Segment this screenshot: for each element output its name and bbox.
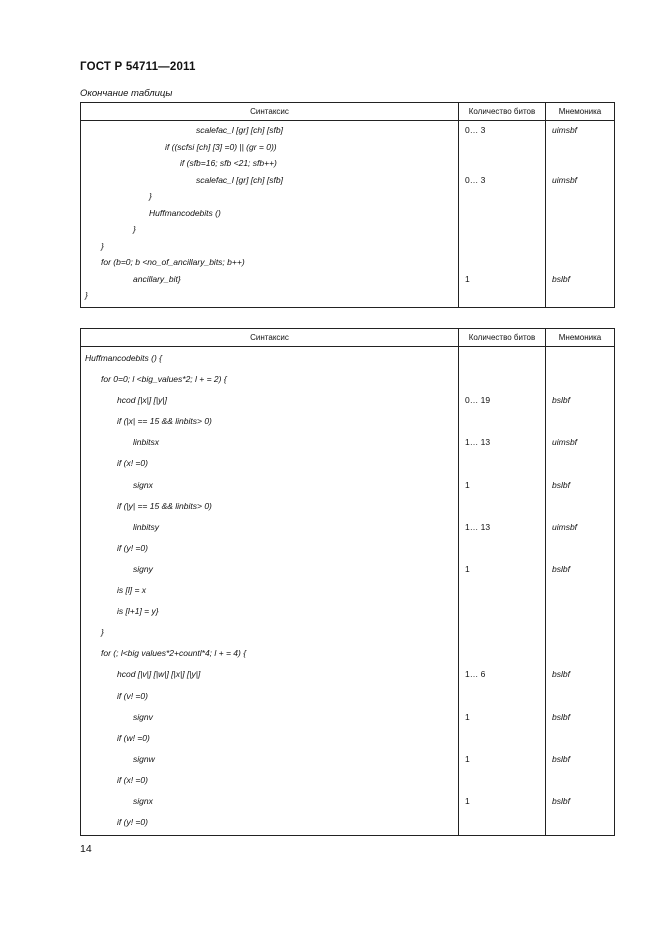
- bit-count: [459, 728, 545, 749]
- standard-title: ГОСТ Р 54711—2011: [80, 61, 196, 73]
- bit-count: [459, 188, 545, 205]
- mnemonic: [546, 622, 614, 643]
- bit-count: [459, 580, 545, 601]
- bit-count: 1: [465, 479, 470, 490]
- column-header-mnemonic: Мнемоника: [546, 103, 615, 121]
- syntax-line: linbitsy: [133, 521, 159, 532]
- bit-count: [459, 686, 545, 707]
- syntax-line: if ((scfsi [ch] [3] =0) || (gr = 0)): [165, 141, 277, 152]
- syntax-line: hcod [|x|] [|y|]: [117, 395, 167, 406]
- bit-count: 1: [465, 711, 470, 722]
- syntax-line: signx: [133, 479, 153, 490]
- bit-count: [459, 369, 545, 390]
- syntax-line: }: [85, 290, 88, 300]
- mnemonic: [546, 686, 614, 707]
- bit-count: [459, 453, 545, 474]
- bit-count: [459, 496, 545, 517]
- syntax-line: if (x! =0): [117, 458, 148, 469]
- mnemonic: [546, 580, 614, 601]
- huffmancodebits-syntax-table: [80, 328, 615, 836]
- bit-count: 1… 13: [465, 521, 491, 532]
- mnemonic: uimsbf: [552, 521, 578, 532]
- syntax-line: if (y! =0): [117, 542, 148, 553]
- mnemonic: [546, 601, 614, 622]
- bit-count: [459, 238, 545, 255]
- mnemonic: [546, 238, 614, 255]
- mnemonic: [546, 348, 614, 369]
- bit-count: [459, 538, 545, 559]
- syntax-line: hcod [|v|] [|w|] [|x|] [|y|]: [117, 669, 201, 680]
- syntax-line: signx: [133, 795, 153, 806]
- syntax-line: if (y! =0): [117, 817, 148, 828]
- bit-count: 0… 3: [465, 174, 486, 185]
- bit-count: 0… 19: [465, 395, 491, 406]
- mnemonic: bslbf: [552, 711, 570, 722]
- syntax-line: if (sfb=16; sfb <21; sfb++): [180, 158, 277, 168]
- mnemonic: bslbf: [552, 479, 570, 490]
- mnemonic: bslbf: [552, 563, 570, 574]
- mnemonic: [546, 139, 614, 156]
- bit-count: 1: [465, 795, 470, 806]
- bit-count: [459, 287, 545, 304]
- mnemonic: [546, 453, 614, 474]
- mnemonic-column: [546, 121, 615, 308]
- bit-count: 1: [465, 273, 470, 284]
- syntax-line: if (|y| == 15 && linbits> 0): [117, 500, 212, 511]
- mnemonic: uimsbf: [552, 174, 578, 185]
- mnemonic: [546, 538, 614, 559]
- syntax-line: Huffmancodebits (): [149, 207, 221, 218]
- mnemonic: uimsbf: [552, 437, 578, 448]
- bit-count: [459, 221, 545, 238]
- syntax-line: scalefac_l [gr] [ch] [sfb]: [196, 125, 283, 135]
- bit-count: 0… 3: [465, 125, 486, 135]
- mnemonic: bslbf: [552, 753, 570, 764]
- column-header-bits: Количество битов: [459, 329, 546, 347]
- syntax-line: ancillary_bit}: [133, 273, 181, 284]
- syntax-line: if (x! =0): [117, 774, 148, 785]
- bit-count: [459, 601, 545, 622]
- bit-count: [459, 139, 545, 156]
- mnemonic: [546, 205, 614, 222]
- mnemonic: [546, 411, 614, 432]
- syntax-line: linbitsx: [133, 437, 159, 448]
- mnemonic: [546, 643, 614, 664]
- syntax-line: for (; l<big values*2+countl*4; l + = 4) {: [101, 648, 247, 659]
- syntax-line: Huffmancodebits () {: [85, 353, 163, 363]
- mnemonic-column: [546, 347, 615, 836]
- mnemonic: bslbf: [552, 795, 570, 806]
- table-caption: Окончание таблицы: [80, 88, 173, 99]
- syntax-line: }: [149, 191, 152, 201]
- mnemonic: [546, 188, 614, 205]
- syntax-line: }: [101, 627, 104, 638]
- syntax-column: [81, 347, 459, 836]
- table-body-row: [81, 347, 615, 836]
- column-header-mnemonic: Мнемоника: [546, 329, 615, 347]
- bit-count: [459, 622, 545, 643]
- bit-count: [459, 155, 545, 172]
- column-header-bits: Количество битов: [459, 103, 546, 121]
- syntax-line: for 0=0; l <big_values*2; l + = 2) {: [101, 374, 227, 385]
- mnemonic: [546, 496, 614, 517]
- bit-count: [459, 348, 545, 369]
- bit-count: [459, 812, 545, 833]
- table-body-row: [81, 121, 615, 308]
- syntax-line: is [l+1] = y}: [117, 606, 159, 617]
- bit-count: 1: [465, 753, 470, 764]
- column-header-syntax: Синтаксис: [81, 329, 459, 347]
- mnemonic: [546, 287, 614, 304]
- syntax-line: signw: [133, 753, 155, 764]
- mnemonic: [546, 254, 614, 271]
- syntax-line: if (v! =0): [117, 690, 148, 701]
- syntax-line: if (|x| == 15 && linbits> 0): [117, 416, 212, 427]
- syntax-table-continuation: [80, 102, 615, 308]
- syntax-line: }: [101, 240, 104, 251]
- mnemonic: [546, 369, 614, 390]
- syntax-column: [81, 121, 459, 308]
- bit-count: [459, 411, 545, 432]
- bit-count: 1… 13: [465, 437, 491, 448]
- mnemonic: [546, 728, 614, 749]
- syntax-line: is [l] = x: [117, 585, 147, 596]
- mnemonic: uimsbf: [552, 125, 578, 135]
- syntax-line: for (b=0; b <no_of_ancillary_bits; b++): [101, 257, 245, 267]
- mnemonic: [546, 155, 614, 172]
- bit-count: [459, 643, 545, 664]
- mnemonic: [546, 221, 614, 238]
- mnemonic: bslbf: [552, 395, 570, 406]
- bit-count: [459, 205, 545, 222]
- syntax-line: if (w! =0): [117, 732, 150, 743]
- bits-column: [459, 121, 546, 308]
- page-number: 14: [80, 843, 92, 855]
- mnemonic: bslbf: [552, 669, 570, 680]
- table-header-row: [81, 329, 615, 347]
- mnemonic: bslbf: [552, 273, 570, 284]
- syntax-line: signy: [133, 563, 153, 574]
- table-header-row: [81, 103, 615, 121]
- column-header-syntax: Синтаксис: [81, 103, 459, 121]
- mnemonic: [546, 770, 614, 791]
- bit-count: [459, 770, 545, 791]
- bit-count: 1… 6: [465, 669, 486, 680]
- bit-count: 1: [465, 563, 470, 574]
- bit-count: [459, 254, 545, 271]
- mnemonic: [546, 812, 614, 833]
- syntax-line: }: [133, 224, 136, 234]
- syntax-line: signv: [133, 711, 153, 722]
- syntax-line: scalefac_l [gr] [ch] [sfb]: [196, 174, 283, 185]
- bits-column: [459, 347, 546, 836]
